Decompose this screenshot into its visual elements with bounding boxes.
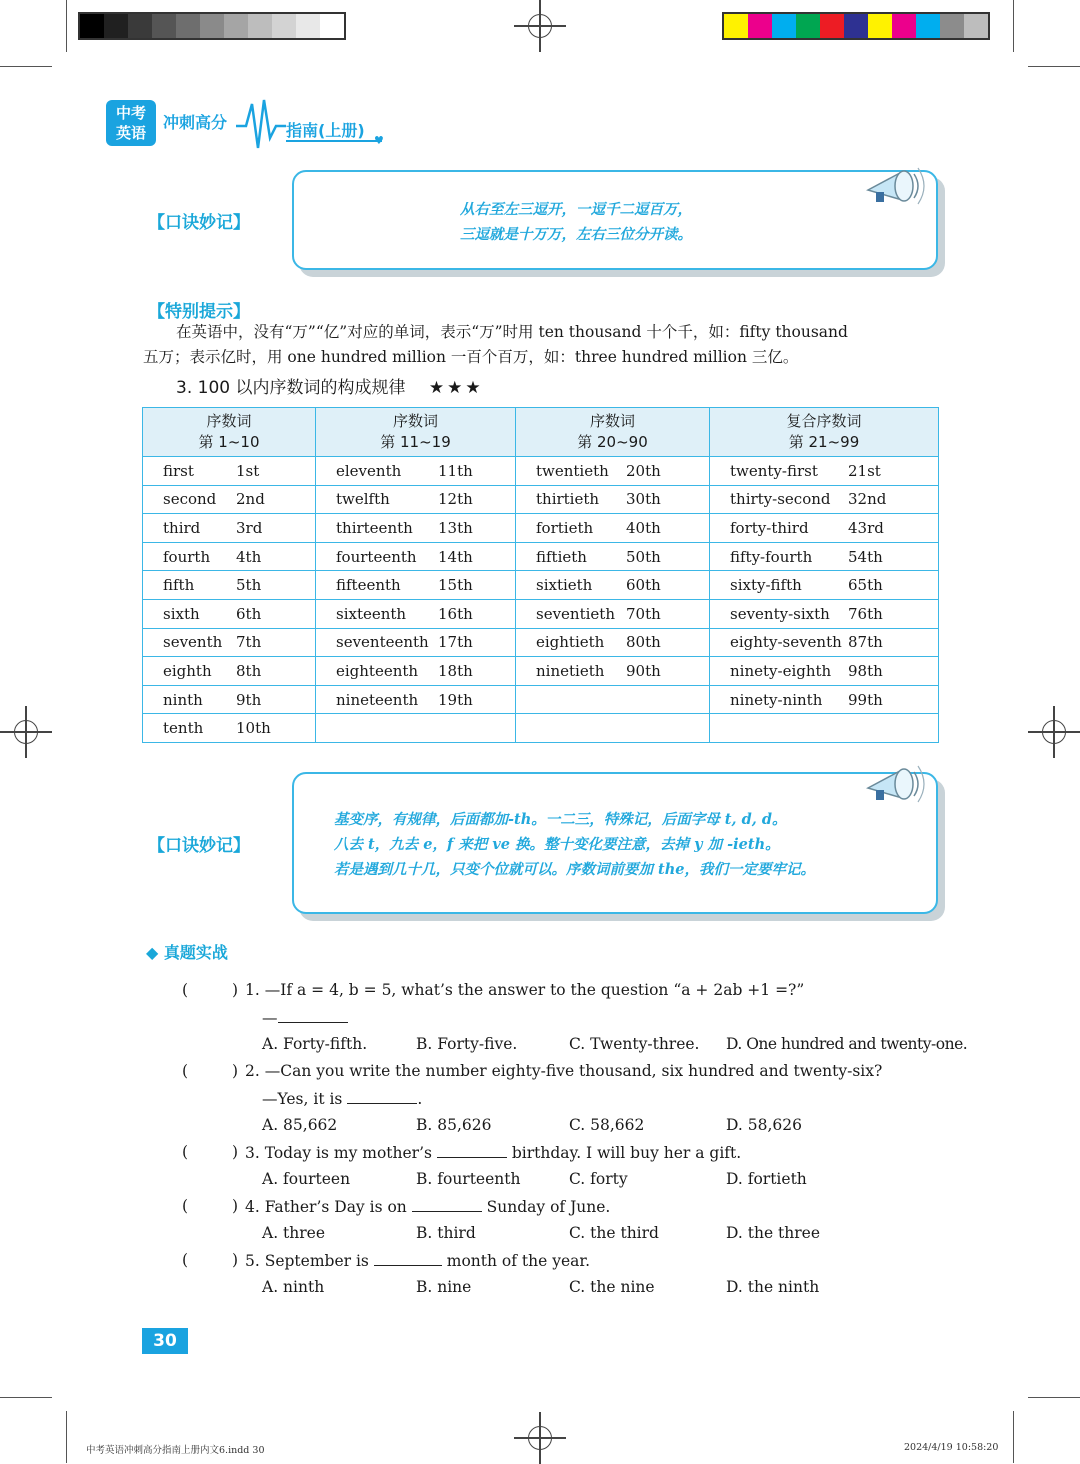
registration-mark-right (1036, 714, 1072, 750)
table-cell (710, 714, 939, 743)
cell-content (143, 600, 315, 628)
question-4-option-b[interactable]: B. third (416, 1224, 476, 1242)
page-number: 30 (142, 1328, 188, 1354)
ordinal-abbrev: 13th (438, 518, 473, 537)
table-cell (316, 485, 516, 514)
question-1-stem: 1. —If a = 4, b = 5, what’s the answer to the question “a + 2ab +1 =?” (245, 981, 805, 999)
cell-content (516, 657, 709, 685)
ordinal-word: thirty-second (730, 490, 831, 509)
header-line-2: 第 21~99 (788, 433, 860, 451)
ordinal-abbrev: 17th (438, 633, 473, 652)
ordinal-word: twenty-first (730, 461, 818, 480)
table-cell (143, 542, 316, 571)
question-5-blank[interactable] (374, 1251, 442, 1266)
cell-content (316, 543, 515, 571)
ordinal-abbrev: 14th (438, 547, 473, 566)
ordinal-abbrev: 99th (848, 690, 883, 709)
question-3-paren-open: ( (182, 1143, 189, 1161)
ordinal-abbrev: 50th (626, 547, 661, 566)
footer-timestamp: 2024/4/19 10:58:20 (904, 1442, 999, 1453)
question-5-option-d[interactable]: D. the ninth (726, 1278, 820, 1296)
ordinal-word: fifteenth (336, 576, 401, 595)
ordinal-abbrev: 11th (438, 461, 473, 480)
question-5-stem-b: month of the year. (446, 1252, 591, 1270)
table-cell (143, 599, 316, 628)
table-cell (143, 485, 316, 514)
ordinal-abbrev: 18th (438, 661, 473, 680)
cell-content (316, 629, 515, 657)
ordinal-abbrev: 15th (438, 576, 473, 595)
cell-content (143, 486, 315, 514)
table-cell (316, 714, 516, 743)
table-cell (516, 628, 710, 657)
table-header-cell (316, 408, 516, 457)
header-title-right: 指南(上册) (286, 121, 365, 140)
table-cell (316, 657, 516, 686)
ordinal-abbrev: 40th (626, 518, 661, 537)
cell-content (316, 571, 515, 599)
color-swatch (724, 14, 748, 38)
cell-content (710, 657, 938, 685)
table-row (143, 457, 939, 486)
question-3-option-b[interactable]: B. fourteenth (416, 1170, 521, 1188)
ordinal-word: sixteenth (336, 604, 407, 623)
header-line-2: 第 1~10 (198, 433, 260, 451)
mnemonic-label-1: 【口诀妙记】 (148, 213, 250, 233)
header-line-1: 序数词 (392, 412, 438, 430)
color-swatch (272, 14, 296, 38)
question-4-paren-close: ) (232, 1197, 239, 1215)
registration-mark-left (8, 714, 44, 750)
cell-content (143, 714, 315, 742)
table-cell (143, 628, 316, 657)
mnemonic-box-1 (292, 170, 938, 270)
color-swatch (892, 14, 916, 38)
color-swatch (128, 14, 152, 38)
ordinal-abbrev: 3rd (236, 518, 263, 537)
question-3-option-a[interactable]: A. fourteen (262, 1170, 351, 1188)
mnemonic-2-line-1: 基变序，有规律，后面都加-th。一二三，特殊记，后面字母 t, d, d。 (334, 811, 787, 828)
ordinal-abbrev: 2nd (236, 490, 265, 509)
ordinal-abbrev: 16th (438, 604, 473, 623)
ordinal-word: fiftieth (536, 547, 587, 566)
ordinal-word: fortieth (536, 518, 594, 537)
header-line-2: 第 11~19 (380, 433, 451, 451)
table-cell (516, 542, 710, 571)
cell-content (316, 600, 515, 628)
special-tip-line-2: 五万；表示亿时，用 one hundred million 一百个百万，如：three hundred million 三亿。 (143, 348, 799, 366)
cell-content (516, 686, 709, 714)
question-5-option-a[interactable]: A. ninth (262, 1278, 325, 1296)
logo-line-2: 英语 (115, 124, 146, 142)
ordinal-word: ninety-eighth (730, 661, 832, 680)
ordinal-abbrev: 10th (236, 719, 271, 738)
question-2-paren-open: ( (182, 1062, 189, 1080)
cell-content (710, 514, 938, 542)
ordinal-abbrev: 30th (626, 490, 661, 509)
question-2-stem: 2. —Can you write the number eighty-five thousand, six hundred and twenty-six? (245, 1062, 883, 1080)
table-cell (516, 485, 710, 514)
question-4-blank[interactable] (412, 1197, 482, 1212)
cell-content (143, 657, 315, 685)
section-stars: ★★★ (428, 378, 484, 398)
ordinal-word: fourteenth (336, 547, 417, 566)
question-3-option-d[interactable]: D. fortieth (726, 1170, 807, 1188)
ordinal-word: seventieth (536, 604, 615, 623)
footer-file-info: 中考英语冲刺高分指南上册内文6.indd 30 (86, 1445, 265, 1456)
question-1-paren-close: ) (232, 981, 239, 999)
question-5-option-b[interactable]: B. nine (416, 1278, 472, 1296)
ordinal-word: fifth (163, 576, 195, 595)
question-3-option-c[interactable]: C. forty (569, 1170, 628, 1188)
cell-content (143, 543, 315, 571)
ordinal-abbrev: 8th (236, 661, 262, 680)
question-2-option-b[interactable]: B. 85,626 (416, 1116, 492, 1134)
gray-swatch-bar (78, 12, 346, 40)
question-2-blank[interactable] (347, 1089, 417, 1104)
ordinal-abbrev: 90th (626, 661, 661, 680)
table-row (143, 599, 939, 628)
question-1-blank[interactable] (278, 1008, 348, 1023)
cell-content (710, 714, 938, 742)
table-cell (143, 685, 316, 714)
table-cell (316, 571, 516, 600)
question-5-option-c[interactable]: C. the nine (569, 1278, 655, 1296)
cell-content (710, 486, 938, 514)
ordinal-abbrev: 12th (438, 490, 473, 509)
table-cell (316, 457, 516, 486)
ordinal-abbrev: 20th (626, 461, 661, 480)
color-swatch (796, 14, 820, 38)
color-swatch (248, 14, 272, 38)
question-2-answer-suffix: . (417, 1090, 423, 1108)
color-swatch (152, 14, 176, 38)
table-row (143, 657, 939, 686)
table-row (143, 628, 939, 657)
ordinal-word: ninth (163, 690, 203, 709)
ordinal-abbrev: 5th (236, 576, 262, 595)
table-cell (710, 457, 939, 486)
question-2-answer-prefix: —Yes, it is (262, 1090, 343, 1108)
ordinal-word: sixth (163, 604, 200, 623)
ordinal-abbrev: 6th (236, 604, 262, 623)
ordinal-abbrev: 80th (626, 633, 661, 652)
table-cell (516, 685, 710, 714)
heartbeat-icon (236, 94, 286, 158)
table-row (143, 685, 939, 714)
ordinal-word: first (163, 461, 194, 480)
header-line-1: 复合序数词 (786, 412, 862, 430)
question-4-paren-open: ( (182, 1197, 189, 1215)
cell-content (516, 486, 709, 514)
ordinal-abbrev: 19th (438, 690, 473, 709)
table-cell (710, 628, 939, 657)
ordinal-word: seventy-sixth (730, 604, 830, 623)
section-title (176, 373, 484, 398)
mnemonic-label-2: 【口诀妙记】 (148, 836, 250, 856)
color-swatch (104, 14, 128, 38)
table-cell (710, 514, 939, 543)
table-cell (316, 628, 516, 657)
question-5-stem (245, 1251, 590, 1270)
question-1-option-b[interactable]: B. Forty-five. (416, 1035, 518, 1053)
ordinal-word: eleventh (336, 461, 402, 480)
logo-line-1: 中考 (115, 104, 146, 122)
mnemonic-2-line-3: 若是遇到几十几，只变个位就可以。序数词前要加 the，我们一定要牢记。 (334, 861, 816, 878)
ordinal-table (142, 407, 939, 743)
table-cell (143, 457, 316, 486)
question-1-paren-open: ( (182, 981, 189, 999)
table-cell (710, 685, 939, 714)
cell-content (516, 629, 709, 657)
heart-icon: ♥ (374, 134, 384, 147)
question-1-option-c[interactable]: C. Twenty-three. (569, 1035, 700, 1053)
table-cell (316, 542, 516, 571)
table-cell (710, 485, 939, 514)
question-3-paren-close: ) (232, 1143, 239, 1161)
ordinal-abbrev: 7th (236, 633, 262, 652)
cell-content (710, 600, 938, 628)
ordinal-abbrev: 60th (626, 576, 661, 595)
mnemonic-1-line-1: 从右至左三逗开，一逗千二逗百万， (460, 201, 692, 218)
ordinal-word: twentieth (536, 461, 609, 480)
mnemonic-1-line-2: 三逗就是十万万，左右三位分开读。 (460, 226, 692, 243)
table-cell (143, 571, 316, 600)
question-2-option-c[interactable]: C. 58,662 (569, 1116, 645, 1134)
ordinal-abbrev: 32nd (848, 490, 887, 509)
table-cell (516, 514, 710, 543)
ordinal-word: ninetieth (536, 661, 605, 680)
table-cell (143, 714, 316, 743)
cell-content (316, 686, 515, 714)
cell-content (710, 571, 938, 599)
color-swatch (80, 14, 104, 38)
cell-content (516, 600, 709, 628)
cell-content (316, 486, 515, 514)
table-cell (710, 657, 939, 686)
table-row (143, 571, 939, 600)
ordinal-word: thirteenth (336, 518, 413, 537)
ordinal-abbrev: 98th (848, 661, 883, 680)
table-cell (143, 657, 316, 686)
ordinal-abbrev: 4th (236, 547, 262, 566)
cell-content (143, 629, 315, 657)
color-swatch (200, 14, 224, 38)
cell-content (710, 457, 938, 485)
table-cell (316, 599, 516, 628)
table-cell (516, 714, 710, 743)
table-cell (143, 514, 316, 543)
color-swatch (176, 14, 200, 38)
color-swatch (320, 14, 344, 38)
ordinal-word: third (163, 518, 201, 537)
question-4-stem (245, 1197, 610, 1216)
header-line-2: 第 20~90 (577, 433, 648, 451)
megaphone-icon (862, 160, 928, 212)
section-title-text: 3. 100 以内序数词的构成规律 (176, 378, 406, 398)
cell-content (316, 457, 515, 485)
color-swatch (964, 14, 988, 38)
color-swatch (940, 14, 964, 38)
ordinal-abbrev: 54th (848, 547, 883, 566)
ordinal-abbrev: 70th (626, 604, 661, 623)
question-2-answer-line (262, 1089, 422, 1108)
table-cell (710, 599, 939, 628)
color-swatch (224, 14, 248, 38)
table-cell (710, 571, 939, 600)
color-swatch (748, 14, 772, 38)
ordinal-word: seventh (163, 633, 223, 652)
ordinal-word: eightieth (536, 633, 605, 652)
ordinal-abbrev: 43rd (848, 518, 884, 537)
megaphone-icon (862, 758, 928, 810)
question-4-option-a[interactable]: A. three (262, 1224, 326, 1242)
question-1-option-a[interactable]: A. Forty-fifth. (262, 1035, 368, 1053)
cell-content (316, 514, 515, 542)
ordinal-word: second (163, 490, 217, 509)
ordinal-word: forty-third (730, 518, 809, 537)
question-3-stem-b: birthday. I will buy her a gift. (511, 1144, 742, 1162)
header-line-1: 序数词 (206, 412, 252, 430)
color-swatch (916, 14, 940, 38)
question-3-stem-a: 3. Today is my mother’s (245, 1144, 432, 1162)
question-4-option-d[interactable]: D. the three (726, 1224, 821, 1242)
cell-content (143, 514, 315, 542)
registration-mark-top (522, 8, 558, 44)
practice-heading: ◆ 真题实战 (146, 943, 228, 962)
ordinal-word: nineteenth (336, 690, 419, 709)
header-line-1: 序数词 (589, 412, 635, 430)
ordinal-word: eighteenth (336, 661, 419, 680)
ordinal-abbrev: 9th (236, 690, 262, 709)
registration-mark-bottom (522, 1420, 558, 1456)
ordinal-word: eighty-seventh (730, 633, 842, 652)
table-header-cell (143, 408, 316, 457)
color-swatch (868, 14, 892, 38)
ordinal-abbrev: 87th (848, 633, 883, 652)
cell-content (516, 571, 709, 599)
question-2-option-a[interactable]: A. 85,662 (262, 1116, 338, 1134)
ordinal-abbrev: 21st (848, 461, 881, 480)
header-underline (286, 140, 382, 142)
special-tip-line-1: 在英语中，没有“万”“亿”对应的单词，表示“万”时用 ten thousand 十个千，如：fifty thousand (176, 323, 848, 341)
table-header-cell (516, 408, 710, 457)
table-cell (516, 571, 710, 600)
mnemonic-2-line-2: 八去 t，九去 e，f 来把 ve 换。整十变化要注意，去掉 y 加 -ieth。 (334, 836, 780, 853)
ordinal-word: eighth (163, 661, 212, 680)
table-cell (516, 599, 710, 628)
cell-content (316, 657, 515, 685)
table-cell (516, 657, 710, 686)
table-cell (516, 457, 710, 486)
question-4-option-c[interactable]: C. the third (569, 1224, 659, 1242)
cell-content (710, 543, 938, 571)
table-row (143, 542, 939, 571)
ordinal-word: thirtieth (536, 490, 600, 509)
table-row (143, 714, 939, 743)
mnemonic-box-2 (292, 772, 938, 914)
question-2-option-d[interactable]: D. 58,626 (726, 1116, 802, 1134)
ordinal-word: twelfth (336, 490, 390, 509)
header-logo (106, 100, 156, 146)
question-1-answer-line (262, 1008, 348, 1027)
ordinal-word: sixtieth (536, 576, 593, 595)
ordinal-word: fifty-fourth (730, 547, 813, 566)
color-swatch (296, 14, 320, 38)
question-3-blank[interactable] (437, 1143, 507, 1158)
ordinal-word: tenth (163, 719, 204, 738)
table-cell (316, 514, 516, 543)
table-row (143, 485, 939, 514)
color-swatch (844, 14, 868, 38)
header-title-left: 冲刺高分 (163, 113, 228, 132)
question-1-option-d[interactable]: D. One hundred and twenty-one. (726, 1035, 968, 1053)
cell-content (143, 571, 315, 599)
question-2-paren-close: ) (232, 1062, 239, 1080)
special-tip-label: 【特别提示】 (148, 302, 250, 322)
question-4-stem-a: 4. Father’s Day is on (245, 1198, 407, 1216)
question-1-dash: — (262, 1009, 278, 1027)
table-header-cell (710, 408, 939, 457)
ordinal-abbrev: 76th (848, 604, 883, 623)
cell-content (316, 714, 515, 742)
question-5-stem-a: 5. September is (245, 1252, 369, 1270)
question-5-paren-open: ( (182, 1251, 189, 1269)
color-swatch (820, 14, 844, 38)
cell-content (516, 514, 709, 542)
ordinal-abbrev: 1st (236, 461, 260, 480)
color-swatch (772, 14, 796, 38)
question-5-paren-close: ) (232, 1251, 239, 1269)
table-cell (316, 685, 516, 714)
ordinal-abbrev: 65th (848, 576, 883, 595)
table-row (143, 514, 939, 543)
cell-content (516, 543, 709, 571)
cell-content (143, 686, 315, 714)
ordinal-word: fourth (163, 547, 211, 566)
cell-content (143, 457, 315, 485)
cell-content (710, 686, 938, 714)
table-header-row (143, 408, 939, 457)
question-3-stem (245, 1143, 741, 1162)
ordinal-word: seventeenth (336, 633, 429, 652)
table-cell (710, 542, 939, 571)
ordinal-word: sixty-fifth (730, 576, 802, 595)
color-swatch-bar (722, 12, 990, 40)
ordinal-word: ninety-ninth (730, 690, 823, 709)
question-4-stem-b: Sunday of June. (486, 1198, 611, 1216)
cell-content (516, 457, 709, 485)
cell-content (516, 714, 709, 742)
cell-content (710, 629, 938, 657)
